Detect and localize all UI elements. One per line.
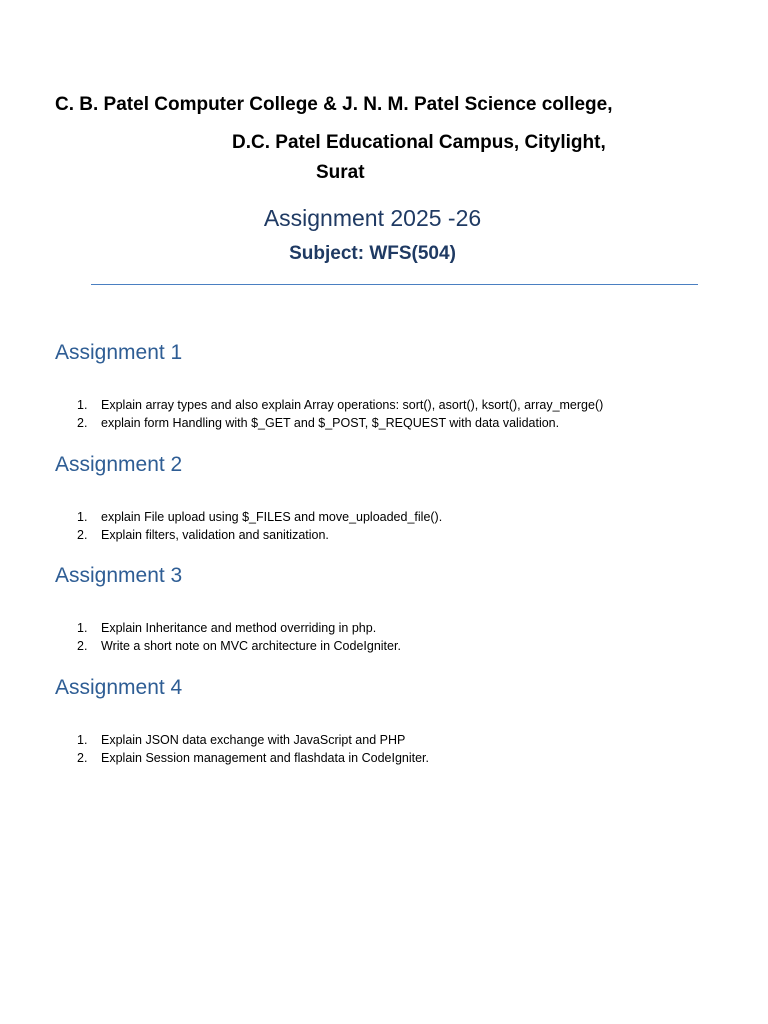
question-text: explain File upload using $_FILES and move_uploaded_file(). (101, 510, 443, 524)
document-title: Assignment 2025 -26 (263, 205, 482, 231)
question-item (55, 526, 745, 544)
question-item (55, 731, 745, 749)
question-number: 1. (77, 398, 88, 412)
question-item (55, 414, 745, 432)
assignment-section-4 (55, 675, 745, 767)
question-number: 2. (77, 416, 88, 430)
assignment-section-1 (55, 340, 745, 432)
question-number: 1. (77, 733, 88, 747)
header-divider (91, 284, 698, 285)
question-item (55, 749, 745, 767)
question-item (55, 396, 745, 414)
assignment-section-3 (55, 563, 745, 655)
question-text: Explain Session management and flashdata in CodeIgniter. (101, 751, 429, 765)
assignment-heading: Assignment 4 (55, 676, 183, 699)
question-number: 2. (77, 751, 88, 765)
question-item (55, 637, 745, 655)
college-name-line1: C. B. Patel Computer College & J. N. M. Patel Science college, (55, 94, 613, 115)
question-text: Explain JSON data exchange with JavaScript and PHP (101, 733, 406, 747)
question-text: Explain filters, validation and sanitization. (101, 528, 329, 542)
question-text: explain form Handling with $_GET and $_POST, $_REQUEST with data validation. (101, 416, 560, 430)
question-list (55, 508, 745, 544)
question-text: Explain Inheritance and method overriding in php. (101, 621, 377, 635)
question-number: 2. (77, 639, 88, 653)
question-text: Write a short note on MVC architecture in CodeIgniter. (101, 639, 401, 653)
question-text: Explain array types and also explain Array operations: sort(), asort(), ksort(), array_merge() (101, 398, 604, 412)
question-item (55, 619, 745, 637)
assignment-section-2 (55, 452, 745, 544)
question-list (55, 731, 745, 767)
document-subject: Subject: WFS(504) (289, 243, 456, 264)
assignment-heading: Assignment 1 (55, 341, 183, 364)
question-list (55, 619, 745, 655)
question-number: 1. (77, 510, 88, 524)
assignment-heading: Assignment 2 (55, 453, 183, 476)
question-number: 1. (77, 621, 88, 635)
college-name-line3: Surat (316, 162, 365, 183)
question-number: 2. (77, 528, 88, 542)
college-name-line2: D.C. Patel Educational Campus, Citylight, (232, 132, 606, 153)
assignment-heading: Assignment 3 (55, 564, 183, 587)
question-item (55, 508, 745, 526)
question-list (55, 396, 745, 432)
